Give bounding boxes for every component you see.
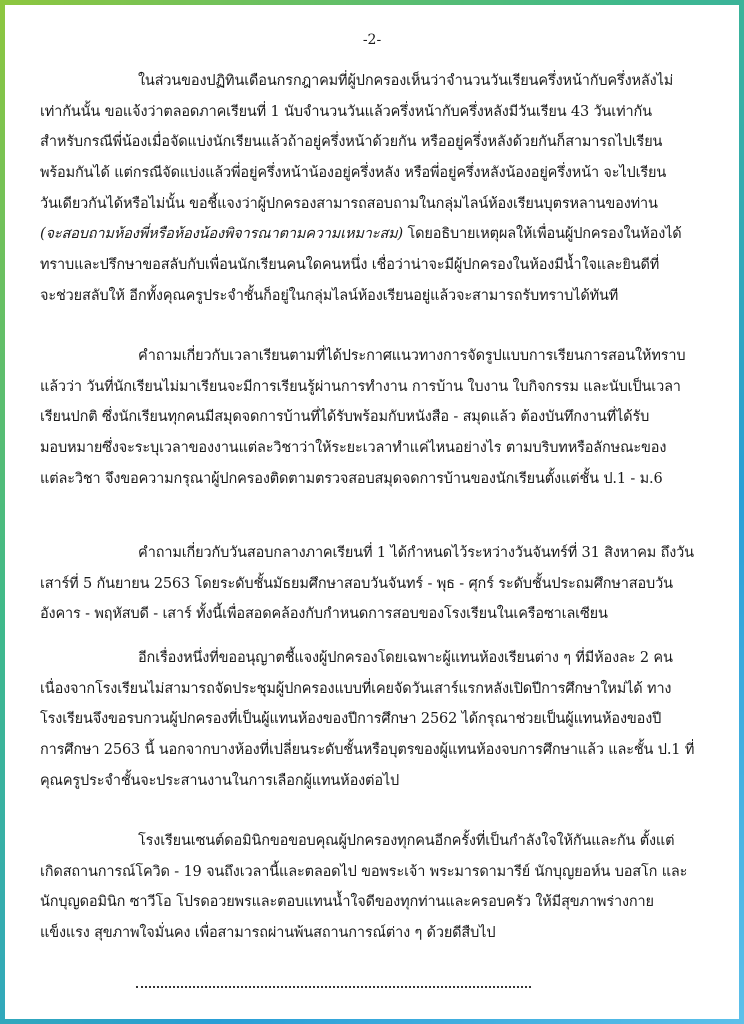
paragraph-line: คำถามเกี่ยวกับวันสอบกลางภาคเรียนที่ 1 ได้กำหนดไว้ระหว่างวันจันทร์ที่ 31 สิงหาคม ถึงวัน [138, 545, 694, 561]
document-page [40, 0, 704, 1024]
paragraph-line: เรียนปกติ ซึ่งนักเรียนทุกคนมีสมุดจดการบ้านที่ได้รับพร้อมกับหนังสือ - สมุดแล้ว ต้องบันทึกงานที่ได้รับ [40, 409, 650, 426]
paragraph-line: แต่ละวิชา จึงขอความกรุณาผู้ปกครองติดตามตรวจสอบสมุดจดการบ้านของนักเรียนตั้งแต่ชั้น ป.1 - ม.6 [40, 470, 663, 487]
paragraph-line: โรงเรียนจึงขอรบกวนผู้ปกครองที่เป็นผู้แทนห้องของปีการศึกษา 2562 ได้กรุณาช่วยเป็นผู้แทนห้องของปี [40, 711, 662, 728]
paragraph-line: เกิดสถานการณ์โควิด - 19 จนถึงเวลานี้และตลอดไป ขอพระเจ้า พระมารดามารีย์ นักบุญยอห์น บอสโก และ [40, 863, 688, 880]
page-number: -2- [362, 32, 382, 48]
paragraph-line: ทราบและปรึกษาขอสลับกับเพื่อนนักเรียนคนใดคนหนึ่ง เชื่อว่าน่าจะมีผู้ปกครองในห้องมีน้ำใจและยินดีที่ [40, 257, 660, 274]
paragraph-line: โรงเรียนเซนต์ดอมินิกขอขอบคุณผู้ปกครองทุกคนอีกครั้งที่เป็นกำลังใจให้กันและกัน ตั้งแต่ [138, 833, 675, 849]
paragraph-study-time [40, 341, 704, 494]
paragraph-line: วันเดียวกันได้หรือไม่นั้น ขอชี้แจงว่าผู้ปกครองสามารถสอบถามในกลุ่มไลน์ห้องเรียนบุตรหลานของท่าน [40, 195, 658, 212]
paragraph-line: เท่ากันนั้น ขอแจ้งว่าตลอดภาคเรียนที่ 1 นับจำนวนวันแล้วครึ่งหน้ากับครึ่งหลังมีวันเรียน 43 วันเท่ากัน [40, 103, 652, 120]
paragraph-line: จะช่วยสลับให้ อีกทั้งคุณครูประจำชั้นก็อยู่ในกลุ่มไลน์ห้องเรียนอยู่แล้วจะสามารถรับทราบได้ทันที [40, 287, 619, 304]
paragraph-midterm-exam [40, 538, 704, 630]
paragraph-line: ในส่วนของปฏิทินเดือนกรกฎาคมที่ผู้ปกครองเห็นว่าจำนวนวันเรียนครึ่งหน้ากับครึ่งหลังไม่ [138, 73, 674, 89]
paragraph-class-representatives [40, 643, 704, 796]
paragraph-line: พร้อมกันได้ แต่กรณีจัดแบ่งแล้วพี่อยู่ครึ่งหน้าน้องอยู่ครึ่งหลัง หรือพี่อยู่ครึ่งหลังน้องอยู่ครึ่งหน้า จะไปเรียน [40, 165, 667, 182]
paragraph-line: การศึกษา 2563 นี้ นอกจากบางห้องที่เปลี่ยนระดับชั้นหรือบุตรของผู้แทนห้องจบการศึกษาแล้ว และชั้น ป.1 ที่ [40, 742, 695, 759]
paragraph-line: คุณครูประจำชั้นจะประสานงานในการเลือกผู้แทนห้องต่อไป [40, 772, 400, 789]
paragraph-line: อังคาร - พฤหัสบดี - เสาร์ ทั้งนี้เพื่อสอดคล้องกับกำหนดการสอบของโรงเรียนในเครือซาเลเซียน [40, 606, 608, 623]
paragraph-line: เนื่องจากโรงเรียนไม่สามารถจัดประชุมผู้ปกครองแบบที่เคยจัดวันเสาร์แรกหลังเปิดปีการศึกษาใหม่ได้ ทาง [40, 680, 672, 697]
line-continuation: โดยอธิบายเหตุผลให้เพื่อนผู้ปกครองในห้องได้ [403, 226, 682, 243]
paragraph-line: แล้วว่า วันที่นักเรียนไม่มาเรียนจะมีการเรียนรู้ผ่านการทำงาน การบ้าน ใบงาน ใบกิจกรรม และนับเป็นเวลา [40, 378, 681, 395]
paragraph-line: นักบุญดอมินิก ซาวีโอ โปรดอวยพรและตอบแทนน้ำใจดีของทุกท่านและครอบครัว ให้มีสุขภาพร่างกาย [40, 894, 654, 911]
paragraph-line: คำถามเกี่ยวกับเวลาเรียนตามที่ได้ประกาศแนวทางการจัดรูปแบบการเรียนการสอนให้ทราบ [138, 348, 686, 364]
paragraph-closing-thanks [40, 826, 704, 949]
paragraph-line [40, 219, 704, 250]
paragraph-july-calendar [40, 66, 704, 312]
paragraph-line: สำหรับกรณีพี่น้องเมื่อจัดแบ่งนักเรียนแล้วถ้าอยู่ครึ่งหน้าด้วยกัน หรืออยู่ครึ่งหลังด้วยกันก็สามารถไปเรียน [40, 134, 663, 151]
paragraph-line: แข็งแรง สุขภาพใจมั่นคง เพื่อสามารถผ่านพ้นสถานการณ์ต่าง ๆ ด้วยดีสืบไป [40, 925, 496, 942]
paragraph-line: อีกเรื่องหนึ่งที่ขออนุญาตชี้แจงผู้ปกครองโดยเฉพาะผู้แทนห้องเรียนต่าง ๆ ที่มีห้องละ 2 คน [138, 650, 673, 666]
paragraph-line: เสาร์ที่ 5 กันยายน 2563 โดยระดับชั้นมัธยมศึกษาสอบวันจันทร์ - พุธ - ศุกร์ ระดับชั้นประถมศึกษาสอบวัน [40, 575, 673, 592]
dotted-divider [136, 986, 531, 988]
italic-note: (จะสอบถามห้องพี่หรือห้องน้องพิจารณาตามความเหมาะสม) [40, 226, 404, 243]
paragraph-line: มอบหมายซึ่งจะระบุเวลาของงานแต่ละวิชาว่าให้ระยะเวลาทำแค่ไหนอย่างไร ตามบริบทหรือลักษณะของ [40, 440, 667, 457]
